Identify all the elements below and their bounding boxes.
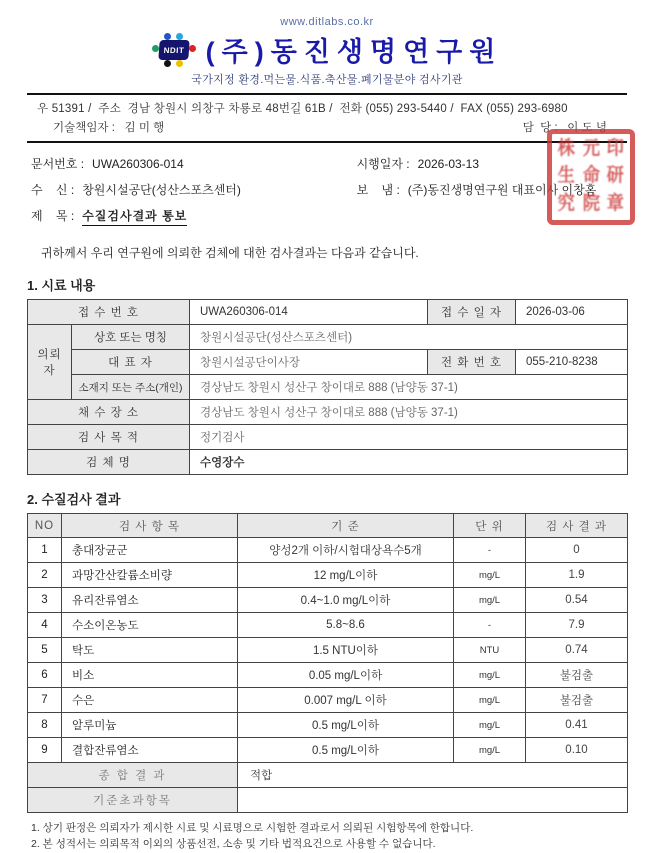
result-value: 0.41 [526,713,628,738]
document-info [27,139,627,228]
result-value: 불검출 [526,688,628,713]
result-value: 0.74 [526,638,628,663]
result-row [28,688,628,713]
table-row [28,425,628,450]
sample-name-label: 검 체 명 [28,450,190,475]
exceed-row [28,788,628,813]
client-group-label: 의뢰자 [28,325,72,400]
website-url: www.ditlabs.co.kr [280,16,374,28]
result-standard: 1.5 NTU이하 [238,638,454,663]
subject-label: 제 목 : [31,209,75,223]
result-standard: 0.5 mg/L이하 [238,738,454,763]
result-unit: mg/L [454,663,526,688]
table-row [28,450,628,475]
tech-manager-name: 김 미 행 [124,122,165,134]
address-strip [27,95,627,143]
tech-manager-label: 기술책임자 : [53,122,115,134]
company-address: 우 51391 / 주소 경남 창원시 의창구 차룡로 48번길 61B / 전화 (055) 293-5440 / FAX (055) 293-6980 [37,103,568,115]
results-header-row [28,514,628,538]
receipt-date-value: 2026-03-06 [516,300,628,325]
doc-no-label: 문서번호 : [31,157,85,171]
subject-value: 수질검사결과 통보 [82,207,187,226]
col-header-no: NO [28,514,62,538]
client-address-label: 소재지 또는 주소(개인) [72,375,190,400]
result-unit: mg/L [454,738,526,763]
result-row [28,663,628,688]
phone-label: 전 화 번 호 [428,350,516,375]
col-header-result: 검 사 결 과 [526,514,628,538]
result-row [28,613,628,638]
result-no: 3 [28,588,62,613]
section2-title: 2. 수질검사 결과 [27,492,121,507]
exceed-items-label: 기준초과항목 [28,788,238,813]
recipient-label: 수 신 : [31,183,75,197]
table-row [28,300,628,325]
result-item: 수은 [62,688,238,713]
result-item: 총대장균군 [62,538,238,563]
result-no: 5 [28,638,62,663]
letterhead [27,16,627,95]
col-header-standard: 기 준 [238,514,454,538]
logo-dot-blue-icon [164,33,171,40]
result-no: 6 [28,663,62,688]
col-header-unit: 단 위 [454,514,526,538]
company-logo-icon [152,33,196,67]
result-item: 결합잔류염소 [62,738,238,763]
summary-value: 적합 [238,763,628,788]
phone-value: 055-210-8238 [516,350,628,375]
result-unit: mg/L [454,688,526,713]
sender-label: 보 냄 : [356,183,400,197]
result-value: 0.54 [526,588,628,613]
result-item: 유리잔류염소 [62,588,238,613]
logo-dot-black-icon [164,60,171,67]
company-name: (주)동진생명연구원 [205,37,503,67]
footnotes [27,821,627,853]
sample-info-table [27,299,628,475]
table-row [28,350,628,375]
result-standard: 양성2개 이하/시험대상욕수5개 [238,538,454,563]
logo-text: NDIT [158,40,189,60]
result-value: 0 [526,538,628,563]
logo-dot-cyan-icon [176,33,183,40]
results-table-body [28,538,628,763]
result-unit: - [454,613,526,638]
company-seal-stamp: 株 元 印 生 命 研 究 院 章 [547,129,635,225]
result-row [28,738,628,763]
representative-label: 대 표 자 [72,350,190,375]
result-item: 과망간산칼륨소비량 [62,563,238,588]
sampling-place-value: 경상남도 창원시 성산구 창이대로 888 (남양동 37-1) [190,400,628,425]
footnote-line: 2. 본 성적서는 의뢰목적 이외의 상품선전, 소송 및 기타 법적요건으로 사용할 수 없습니다. [31,837,436,850]
result-standard: 12 mg/L이하 [238,563,454,588]
result-no: 9 [28,738,62,763]
receipt-no-label: 접 수 번 호 [28,300,190,325]
section1-title: 1. 시료 내용 [27,278,96,293]
summary-row [28,763,628,788]
result-standard: 0.007 mg/L 이하 [238,688,454,713]
recipient-value: 창원시설공단(성산스포츠센터) [82,183,241,197]
result-unit: NTU [454,638,526,663]
client-name-label: 상호 또는 명칭 [72,325,190,350]
staff-label: 담 당 : [522,122,558,134]
table-row [28,400,628,425]
result-no: 1 [28,538,62,563]
result-item: 알루미늄 [62,713,238,738]
result-no: 8 [28,713,62,738]
result-item: 탁도 [62,638,238,663]
result-unit: mg/L [454,713,526,738]
issue-date-label: 시행일자 : [356,157,410,171]
client-address-value: 경상남도 창원시 성산구 창이대로 888 (남양동 37-1) [190,375,628,400]
purpose-value: 정기검사 [190,425,628,450]
result-standard: 0.5 mg/L이하 [238,713,454,738]
summary-label: 종 합 결 과 [28,763,238,788]
exceed-items-value [238,788,628,813]
representative-value: 창원시설공단이사장 [190,350,428,375]
result-row [28,638,628,663]
result-no: 7 [28,688,62,713]
tech-manager [53,119,164,135]
result-value: 7.9 [526,613,628,638]
result-no: 2 [28,563,62,588]
receipt-date-label: 접 수 일 자 [428,300,516,325]
client-name-value: 창원시설공단(성산스포츠센터) [190,325,628,350]
table-row [28,375,628,400]
col-header-item: 검 사 항 목 [62,514,238,538]
receipt-no-value: UWA260306-014 [190,300,428,325]
company-tagline: 국가지정 환경.먹는물.식품.축산물.폐기물분야 검사기관 [191,74,463,86]
result-unit: mg/L [454,563,526,588]
intro-paragraph: 귀하께서 우리 연구원에 의뢰한 검체에 대한 검사결과는 다음과 같습니다. [41,246,419,260]
sampling-place-label: 채 수 장 소 [28,400,190,425]
staff-name: 이 도 녕 [567,122,607,134]
sample-name-value: 수영장수 [190,450,628,475]
result-row [28,713,628,738]
result-value: 0.10 [526,738,628,763]
result-value: 불검출 [526,663,628,688]
result-standard: 0.05 mg/L이하 [238,663,454,688]
result-standard: 5.8~8.6 [238,613,454,638]
issue-date-value: 2026-03-13 [417,157,480,171]
result-value: 1.9 [526,563,628,588]
table-row [28,325,628,350]
result-no: 4 [28,613,62,638]
result-row [28,588,628,613]
result-standard: 0.4~1.0 mg/L이하 [238,588,454,613]
result-row [28,563,628,588]
result-unit: mg/L [454,588,526,613]
result-item: 수소이온농도 [62,613,238,638]
result-item: 비소 [62,663,238,688]
result-row [28,538,628,563]
result-unit: - [454,538,526,563]
logo-dot-red-icon [189,45,196,52]
sender-value: (주)동진생명연구원 대표이사 이창홈 [407,183,597,197]
footnote-line: 1. 상기 판정은 의뢰자가 제시한 시료 및 시료명으로 시험한 결과로서 의뢰된 시험항목에 한합니다. [31,822,474,834]
staff [523,119,607,135]
results-table [27,513,628,813]
purpose-label: 검 사 목 적 [28,425,190,450]
logo-dot-yellow-icon [176,60,183,67]
doc-no-value: UWA260306-014 [92,157,184,171]
